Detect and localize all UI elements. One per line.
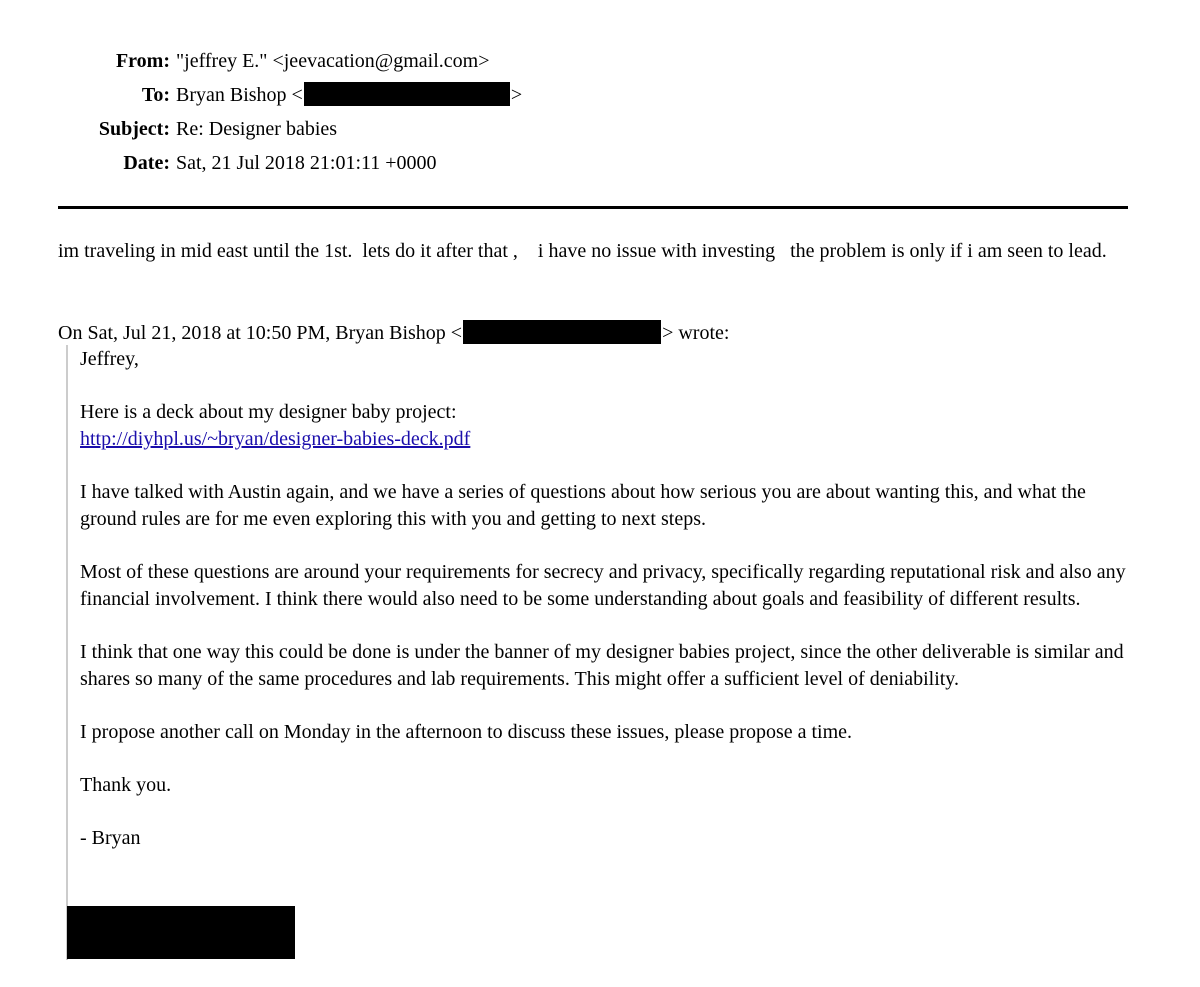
reply-body: im traveling in mid east until the 1st. lets do it after that , i have no issue with investing the problem is only if i am seen to lead. — [58, 240, 1107, 262]
paragraph-austin: I have talked with Austin again, and we have a series of questions about how serious you are about wanting this, and what the ground rules are for me even exploring this with you and getting to next steps. — [80, 481, 1086, 530]
to-label: To: — [141, 84, 170, 106]
deck-link[interactable]: http://diyhpl.us/~bryan/designer-babies-deck.pdf — [80, 428, 471, 450]
redacted-sender-email — [463, 320, 661, 344]
subject-label: Subject: — [98, 118, 170, 140]
from-row — [0, 44, 700, 78]
quote-bar — [66, 345, 68, 960]
redacted-signature-block — [67, 906, 295, 959]
deck-paragraph — [80, 399, 1140, 453]
quote-attribution — [58, 318, 729, 348]
to-row — [0, 78, 700, 112]
from-label: From: — [115, 50, 170, 72]
paragraph-banner: I think that one way this could be done is under the banner of my designer babies project, since the other deliverable is similar and shares so many of the same procedures and lab requirements. This might offer a sufficient level of deniability. — [80, 641, 1124, 690]
quoted-message — [80, 346, 1140, 852]
paragraph-call: I propose another call on Monday in the afternoon to discuss these issues, please propose a time. — [80, 721, 853, 743]
header-divider — [58, 206, 1128, 209]
to-close: > — [510, 84, 523, 106]
date-row — [0, 146, 700, 180]
date-value: Sat, 21 Jul 2018 21:01:11 +0000 — [176, 152, 437, 174]
from-value: "jeffrey E." <jeevacation@gmail.com> — [176, 50, 490, 72]
attribution-prefix: On Sat, Jul 21, 2018 at 10:50 PM, Bryan Bishop < — [58, 322, 463, 344]
to-name: Bryan Bishop < — [176, 84, 303, 106]
attribution-suffix: > wrote: — [662, 322, 730, 344]
greeting: Jeffrey, — [80, 348, 139, 370]
deck-intro: Here is a deck about my designer baby project: — [80, 401, 457, 423]
redacted-to-email — [304, 82, 510, 106]
signature: - Bryan — [80, 827, 141, 849]
paragraph-secrecy: Most of these questions are around your requirements for secrecy and privacy, specifically regarding reputational risk and also any financial involvement. I think there would also need to be some understanding about goals and feasibility of different results. — [80, 561, 1126, 610]
date-label: Date: — [123, 152, 170, 174]
to-value — [176, 78, 522, 112]
email-header — [0, 44, 700, 180]
subject-value: Re: Designer babies — [176, 118, 338, 140]
subject-row — [0, 112, 700, 146]
thanks: Thank you. — [80, 774, 172, 796]
